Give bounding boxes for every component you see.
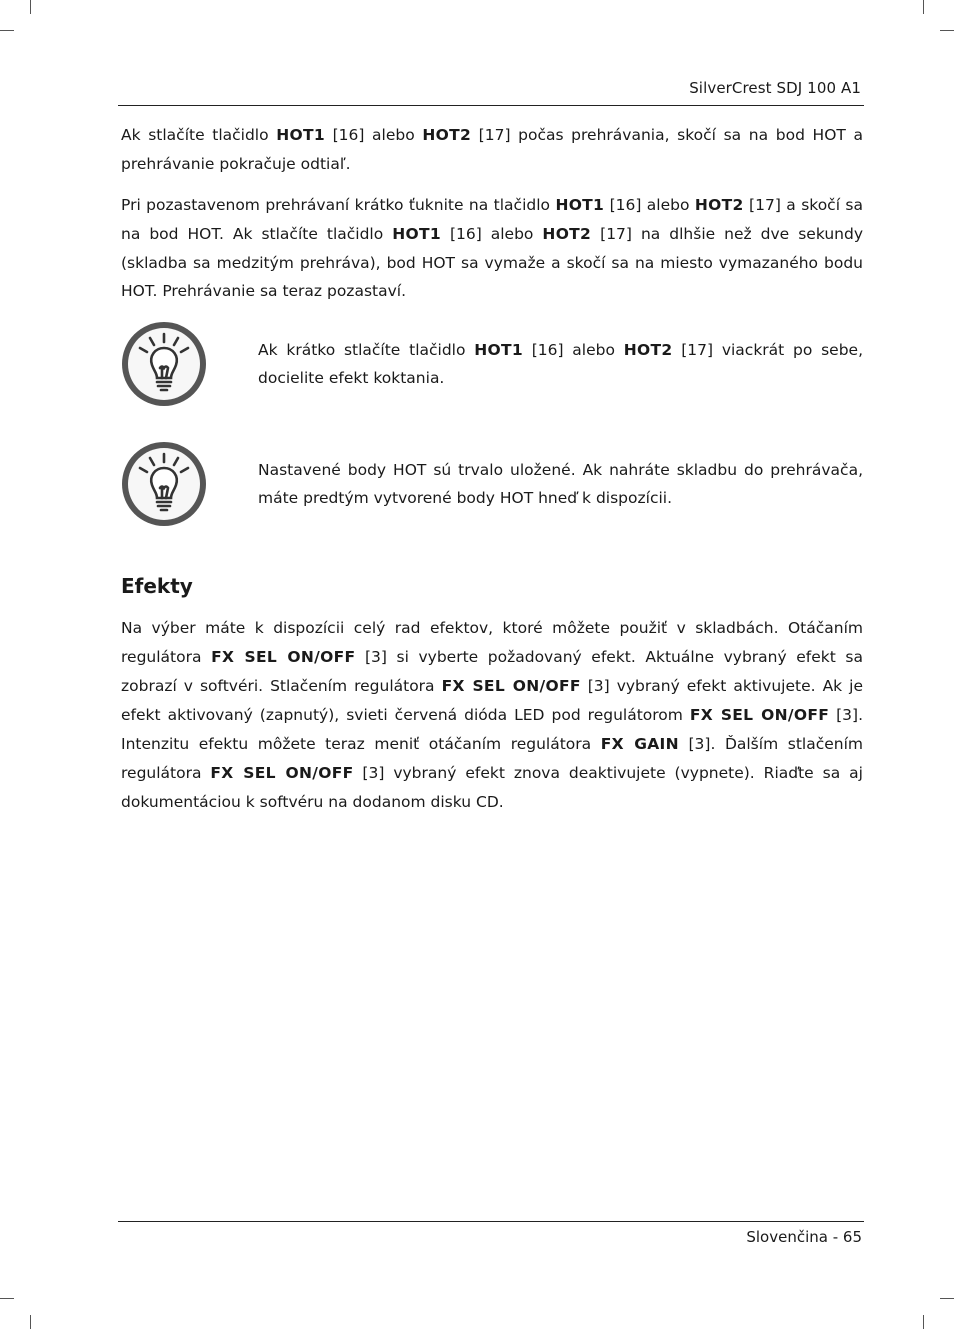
text-run: Ak stlačíte tlačidlo: [121, 126, 277, 144]
crop-mark: [940, 1298, 954, 1299]
text-run: Nastavené body HOT sú trvalo uložené. Ak nahráte skladbu do prehrávača, máte predtým vytvorené body HOT hneď k dispozícii.: [258, 461, 863, 507]
control-name: HOT2: [623, 341, 673, 359]
text-run: [3] si vyberte požadovaný efekt. Aktuálne vybraný efekt sa zobrazí v softvéri. Stlačením regulátora: [121, 648, 863, 695]
text-run: [3]. Ďalším stlačením regulátora: [121, 735, 863, 782]
tip-stutter-text: [258, 336, 863, 392]
control-name: HOT2: [694, 196, 744, 214]
crop-mark: [940, 30, 954, 31]
text-run: Pri pozastavenom prehrávaní krátko ťuknite na tlačidlo: [121, 196, 556, 214]
crop-mark: [923, 0, 924, 14]
text-run: [3] vybraný efekt aktivujete. Ak je efekt aktivovaný (zapnutý), svieti červená dióda LED pod regulátorom: [121, 677, 863, 724]
crop-mark: [30, 0, 31, 14]
paragraph-hot-delete: [121, 191, 863, 306]
text-run: [16] alebo: [324, 126, 423, 144]
page-number: Slovenčina - 65: [746, 1228, 862, 1246]
control-name: FX GAIN: [600, 735, 679, 753]
lightbulb-icon: [120, 320, 208, 408]
control-name: FX SEL ON/OFF: [441, 677, 581, 695]
text-run: [3]. Intenzitu efektu môžete teraz meniť otáčaním regulátora: [121, 706, 864, 753]
footer-rule: [118, 1221, 864, 1222]
control-name: HOT1: [474, 341, 523, 359]
text-run: [3] vybraný efekt znova deaktivujete (vypnete). Riaďte sa aj dokumentáciou k softvéru na dodanom disku CD.: [121, 764, 863, 811]
control-name: HOT2: [422, 126, 472, 144]
control-name: FX SEL ON/OFF: [689, 706, 830, 724]
text-run: [17] počas prehrávania, skočí sa na bod HOT a prehrávanie pokračuje odtiaľ.: [121, 126, 863, 173]
control-name: HOT1: [555, 196, 605, 214]
lightbulb-icon: [120, 440, 208, 528]
control-name: FX SEL ON/OFF: [210, 764, 354, 782]
text-run: [16] alebo: [604, 196, 695, 214]
crop-mark: [923, 1315, 924, 1329]
text-run: [17] a skočí sa na bod HOT. Ak stlačíte tlačidlo: [121, 196, 864, 243]
running-header: SilverCrest SDJ 100 A1: [689, 79, 861, 97]
control-name: HOT2: [542, 224, 592, 243]
section-heading-efekty: Efekty: [121, 574, 193, 598]
text-run: [16] alebo: [440, 224, 543, 243]
text-run: Na výber máte k dispozícii celý rad efektov, ktoré môžete použiť v skladbách. Otáčaním regulátora: [121, 619, 863, 666]
crop-mark: [0, 30, 14, 31]
tip-saved-hot-text: [258, 456, 863, 512]
text-run: [17] na dlhšie než dve sekundy (skladba sa medzitým prehráva), bod HOT sa vymaže a skočí sa na miesto vymazaného bodu HOT. Prehrávanie sa teraz pozastaví.: [121, 224, 863, 301]
paragraph-hot-jump: [121, 121, 863, 178]
control-name: HOT1: [276, 126, 325, 144]
control-name: FX SEL ON/OFF: [211, 648, 356, 666]
paragraph-effects: [121, 614, 863, 817]
text-run: Ak krátko stlačíte tlačidlo: [258, 341, 475, 359]
text-run: [17] viackrát po sebe, docielite efekt koktania.: [258, 341, 864, 387]
header-rule: [118, 105, 864, 106]
text-run: [16] alebo: [522, 341, 624, 359]
control-name: HOT1: [392, 224, 441, 243]
crop-mark: [0, 1298, 14, 1299]
crop-mark: [30, 1315, 31, 1329]
